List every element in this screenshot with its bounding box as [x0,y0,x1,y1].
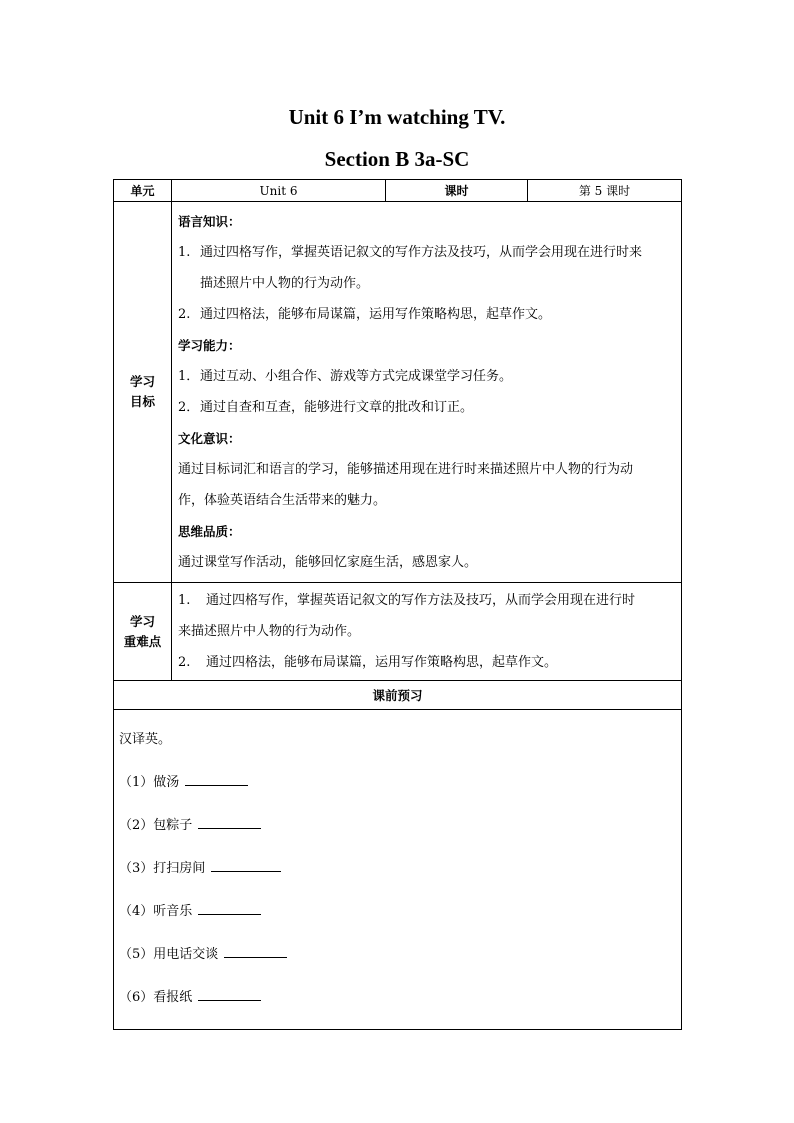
difficulties-label-line1: 学习 [129,613,155,629]
objectives-label-line1: 学习 [129,374,155,389]
header-row [114,180,682,202]
objectives-label-line2: 目标 [129,394,155,409]
ability-item-1-num: 1． [178,369,200,384]
preview-heading: 课前预习 [114,681,682,710]
knowledge-item-1 [178,237,675,268]
culture-text-line1: 通过目标词汇和语言的学习，能够描述用现在进行时来描述照片中人物的行为动 [178,462,634,477]
difficulties-label-line2: 重难点 [123,633,162,649]
ability-item-1 [178,361,675,392]
preview-item [119,851,675,894]
preview-item-label: （4）听音乐 [119,904,193,919]
culture-heading: 文化意识： [178,431,241,446]
difficulty-item-1-cont: 来描述照片中人物的行为动作。 [178,624,361,639]
difficulty-item-1-num: 1. [178,593,191,608]
page-subtitle: Section B 3a-SC [324,147,470,171]
answer-blank[interactable] [185,773,248,786]
difficulties-row [114,583,682,681]
difficulty-item-2 [178,647,675,678]
knowledge-item-2 [178,299,675,330]
answer-blank[interactable] [198,816,261,829]
knowledge-item-2-text: 通过四格法，能够布局谋篇，运用写作策略构思，起草作文。 [200,307,552,322]
preview-item-label: （6）看报纸 [119,990,193,1005]
knowledge-item-1-num: 1. [178,245,191,260]
knowledge-heading: 语言知识： [178,214,241,229]
unit-label: 单元 [114,180,172,202]
ability-item-2-num: 2． [178,400,200,415]
difficulty-item-1 [178,585,675,616]
objectives-content [172,202,682,583]
preview-item [119,894,675,937]
lesson-plan-table [113,179,682,1030]
knowledge-item-2-num: 2. [178,307,191,322]
knowledge-item-1-cont: 描述照片中人物的行为动作。 [200,276,370,291]
preview-item-label: （3）打扫房间 [119,861,206,876]
preview-item-label: （5）用电话交谈 [119,947,219,962]
answer-blank[interactable] [198,902,261,915]
page-title: Unit 6 I’m watching TV. [288,105,506,129]
ability-item-2 [178,392,675,423]
thinking-heading: 思维品质： [178,524,241,539]
difficulty-item-2-text: 通过四格法，能够布局谋篇，运用写作策略构思，起草作文。 [206,655,558,670]
preview-instruction: 汉译英。 [119,732,172,747]
preview-item [119,808,675,851]
answer-blank[interactable] [224,945,287,958]
difficulty-item-2-num: 2. [178,655,191,670]
difficulties-label [114,583,172,681]
ability-item-2-text: 通过自查和互查，能够进行文章的批改和订正。 [200,400,474,415]
ability-item-1-text: 通过互动、小组合作、游戏等方式完成课堂学习任务。 [200,369,513,384]
preview-row [114,710,682,1030]
period-value: 第 5 课时 [528,180,682,202]
culture-text-line2: 作，体验英语结合生活带来的魅力。 [178,493,387,508]
knowledge-item-1-text: 通过四格写作，掌握英语记叙文的写作方法及技巧，从而学会用现在进行时来 [200,245,643,260]
objectives-row [114,202,682,583]
period-label: 课时 [386,180,528,202]
preview-item-label: （2）包粽子 [119,818,193,833]
preview-item-label: （1）做汤 [119,775,180,790]
preview-content [114,710,682,1030]
unit-value: Unit 6 [172,180,386,202]
answer-blank[interactable] [198,988,261,1001]
preview-item [119,765,675,808]
preview-item [119,980,675,1023]
ability-heading: 学习能力： [178,338,241,353]
difficulty-item-1-text: 通过四格写作，掌握英语记叙文的写作方法及技巧，从而学会用现在进行时 [206,593,636,608]
preview-heading-row [114,681,682,710]
difficulties-content [172,583,682,681]
preview-item [119,937,675,980]
objectives-label [114,202,172,583]
answer-blank[interactable] [211,859,281,872]
thinking-text: 通过课堂写作活动，能够回忆家庭生活，感恩家人。 [178,555,478,570]
